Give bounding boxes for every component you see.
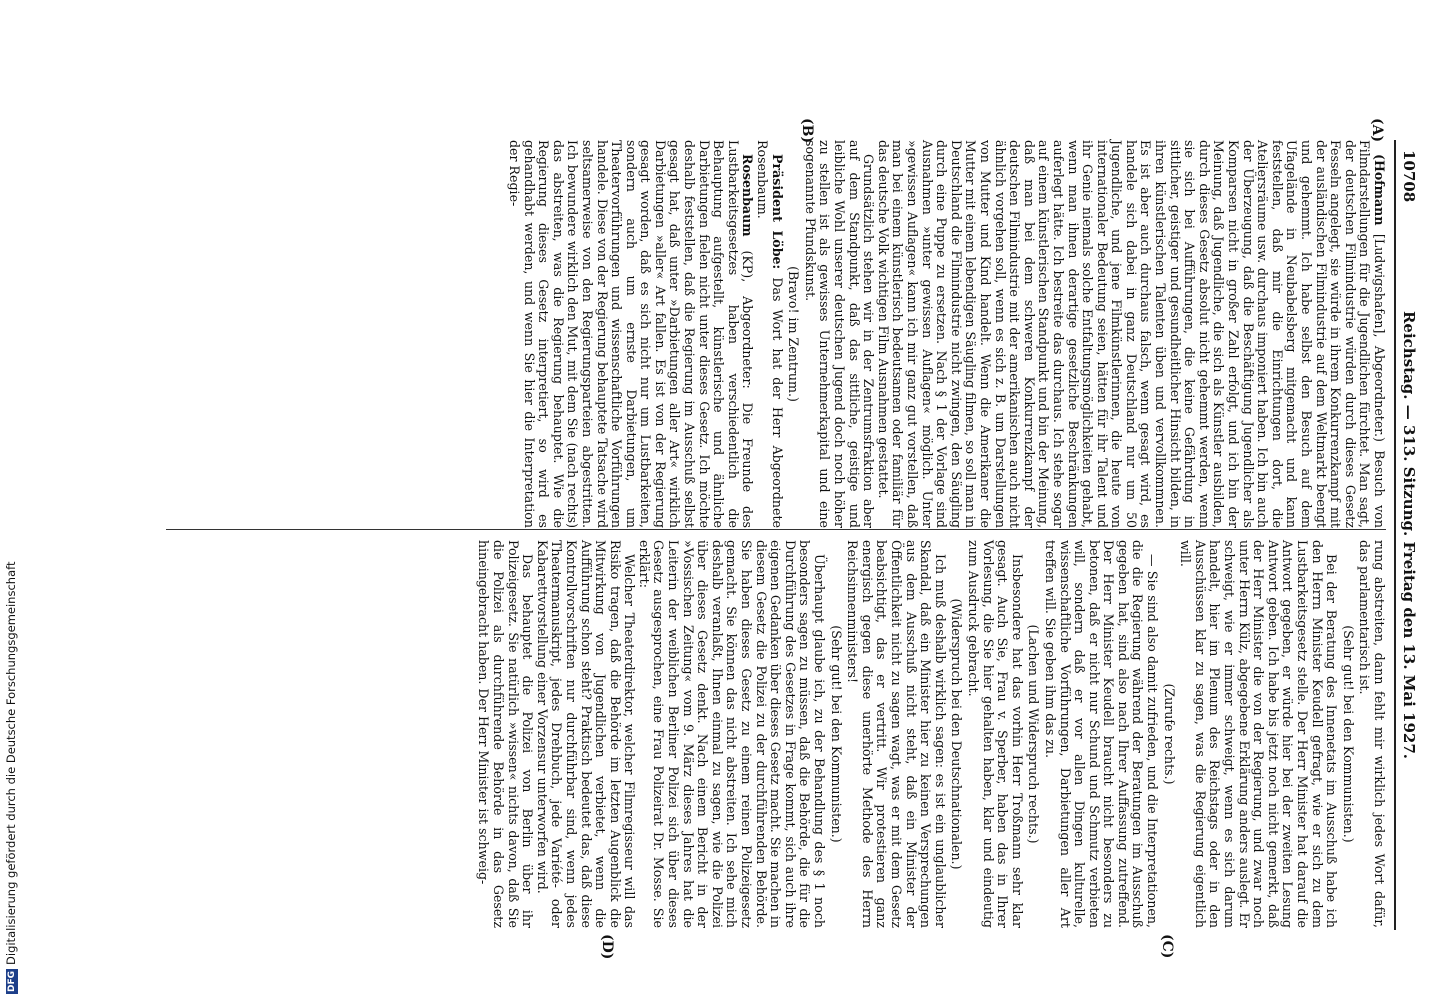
paragraph <box>1178 540 1339 928</box>
paragraph-text: Insbesondere hat das vorhin Herr Troßmann sehr klar gesagt. Auch Sie, Frau v. Sperber, haben das in Ihrer Vorlesung, die Sie hier gehalten haben, klar und eindeutig zum Ausdruck gebracht. <box>965 540 1025 928</box>
paragraph-text: Welcher Theaterdirektor, welcher Filmregisseur will das Risiko tragen, daß die Behörde im letzten Augenblick die Mitwirkung von Jugendlichen verbietet, wenn die Aufführung schon steht? Praktisch bedeutet das, daß diese Kontrollvorschriften nur durchführbar sind, wenn jedes Theatermanuskript, jedes Drehbuch, jede Variété- oder Kabarettvorstellung einer Vorzensur unterworfen wird. <box>534 540 638 928</box>
speaker-name: Rosenbaum <box>740 154 756 237</box>
margin-mark-c: (C) <box>1159 934 1175 959</box>
dfg-logo-badge: DFG <box>6 970 17 992</box>
page-header <box>1388 150 1416 920</box>
interjection: (Sehr gut! bei den Kommunisten.) <box>828 625 844 843</box>
interjection: (Zurufe rechts.) <box>1161 683 1177 785</box>
paragraph <box>1357 540 1386 928</box>
right-column <box>476 540 1386 928</box>
paragraph <box>534 540 636 928</box>
paragraph <box>1042 540 1159 928</box>
footer-text: Digitalisierung gefördert durch die Deutsche Forschungsgemeinschaft <box>4 561 18 965</box>
paragraph <box>965 540 1023 928</box>
paragraph <box>636 540 826 928</box>
left-column <box>506 140 1386 528</box>
margin-mark-b: (B) <box>799 118 815 144</box>
page-number: 10708 <box>1400 150 1418 203</box>
speaker-name: (Hofmann <box>1372 154 1387 226</box>
paragraph-text: Bei der Beratung des Innenetats im Ausschuß habe ich den Herrn Minister Keudell gefragt, wie er sich zu dem Lustbarkeitsgesetz stelle. Der Herr Minister hat darauf die Antwort gegeben, er würde hier bei der zweiten Lesung Antwort geben. Ich habe bis jetzt noch nicht gemerkt, daß der Herr Minister die von der Regierung, und zwar noch unter Herrn Külz, abgegebene Erklärung anders auslegt. Er schweigt, wie er immer schweigt, wenn es sich darum handelt, hier im Plenum des Reichstags oder in den Ausschüssen klar zu sagen, was die Regierung eigentlich will. <box>1178 540 1340 928</box>
margin-mark-d: (D) <box>599 934 615 960</box>
paragraph-text: [Ludwigshafen], Abgeordneter.) Besuch von Filmdarstellungen für die Jugendlichen fürchtet. Man sagt, der deutschen Filmindustrie würden durch dieses Gesetz Fesseln angelegt, sie würde in ihrem Konkurrenzkampf mit der ausländischen Filmindustrie auf dem Weltmarkt beengt und gehemmt. Ich habe selbst den Besuch auf dem Ufagelände in Neubabelsberg mitgemacht und kann feststellen, daß mir die Einrichtungen dort, die Ateliersräume usw. durchaus imponiert haben. Ich bin auch der Überzeugung, daß die Beschäftigung Jugendlicher als Komparsen nicht in großer Zahl erfolgt, und ich bin der Meinung, daß Jugendliche, die sich als Künstler ausbilden, durch dieses Gesetz absolut nicht gehemmt werden, wenn sie sich bei Aufführungen, die keine Gefährdung in sittlicher, geistiger und gesundheitlicher Hinsicht bilden, in ihren künstlerischen Talenten üben und vervollkommnen. Es ist aber auch durchaus falsch, wenn gesagt wird, es handele sich dabei in ganz Deutschland nur um 50 Jugendliche, und jene Filmkünstlerinnen, die heute von internationaler Bedeutung seien, hätten für ihr Talent und ihr Genie niemals solche Entfaltungsmöglichkeiten gehabt, wenn man ihnen derartige gesetzliche Beschränkungen auferlegt hätte. Ich bestreite das durchaus. Ich stehe sogar auf einem künstlerischen Standpunkt und bin der Meinung, daß man bei dem schweren Konkurrenzkampf der deutschen Filmindustrie mit der amerikanischen auch nicht ähnlich vorgehen soll, wenn es sich z. B. um Darstellungen von Mutter und Kind handelt. Wenn die Amerikaner die Mutter mit einem lebendigen Säugling filmen, so soll man in Deutschland die Filmindustrie nicht zwingen, den Säugling durch eine Puppe zu ersetzen. Nach § 1 der Vorlage sind Ausnahmen »unter gewissen Auflagen« möglich. Unter »gewissen Auflagen« kann ich mir ganz gut vorstellen, daß man bei einem künstlerisch bedeutsamen oder familiär für das deutsche Volk wichtigen Film Ausnahmen gestattet. <box>875 140 1387 528</box>
paragraph-text: Das behauptet die Polizei von Berlin über ihr Polizeigesetz. Sie natürlich »wissen« nichts davon, daß Sie die Polizei als durchführende Behörde in das Gesetz hineingebracht haben. Der Herr Minister ist schweig- <box>476 540 536 928</box>
interjection: (Bravo! im Zentrum.) <box>786 266 802 402</box>
paragraph-text: rung abstreiten, dann fehlt mir wirklich jedes Wort dafür, das parlamentarisch ist. <box>1357 540 1387 928</box>
paragraph <box>506 140 754 528</box>
paragraph-text: (KP), Abgeordneter: Die Freunde des Lustbarkeitsgesetzes haben verschiedentlich die Behauptung aufgestellt, künstlerische und ähnliche Darbietungen fielen nicht unter dieses Gesetz. Ich möchte deshalb feststellen, daß die Regierung im Ausschuß selbst gesagt hat, daß unter »Darbietungen aller Art« wirklich Darbietungen »aller« Art fallen. Es ist von der Regierung gesagt worden, daß es sich nicht nur um Lustbarkeiten, sondern auch um ernste Darbietungen, um Theatervorführungen und wissenschaftliche Vorführungen handele. Diese von der Regierung behauptete Tatsache wird seltsamerweise von den Regierungsparteien abgestritten. Ich bewundere wirklich den Mut, mit dem Sie (nach rechts) das abstreiten, was die Regierung behauptet. Wie die Regierung dieses Gesetz interpretiert, so wird es gehandhabt werden, und wenn Sie hier die Interpretation der Regie- <box>506 140 756 528</box>
paragraph <box>802 140 875 528</box>
paragraph-text: — Sie sind also damit zufrieden, und die Interpretationen, die die Regierung während der Beratungen im Ausschuß gegeben hat, sind also nach Ihrer Auffassung zutreffend. Der Herr Minister Keudell braucht nicht besonders zu betonen, daß er nicht nur Schund und Schmutz verbieten will, sondern daß er vor allen Dingen kulturelle, wissenschaftliche Vorführungen, Darbietungen aller Art treffen will. Sie geben ihm das zu. <box>1042 540 1161 928</box>
margin-mark-a: (A) <box>1369 118 1385 143</box>
paragraph-text: Grundsätzlich stehen wir in der Zentrumsfraktion aber auf dem Standpunkt, daß das sittliche, geistige und leibliche Wohl unserer deutschen Jugend doch noch höher zu stellen ist als gewisses Unternehmerkapital und eine sogenannte Pfundskunst. <box>802 140 877 528</box>
paragraph-text: Ich muß deshalb wirklich sagen: es ist ein unglaublicher Skandal, daß ein Minister hier zu keinen Versprechungen aus dem Ausschuß nicht steht, daß ein Minister der Öffentlichkeit nicht zu sagen wagt, was er mit dem Gesetz beabsichtigt, das er vertritt. Wir protestieren ganz energisch gegen diese unerhörte Methode des Herrn Reichsinnenministers! <box>845 540 948 928</box>
paragraph <box>476 540 534 928</box>
paragraph-text: Das Wort hat der Herr Abgeordnete Rosenbaum. <box>755 140 785 528</box>
paragraph <box>754 140 783 528</box>
paragraph <box>875 140 1386 528</box>
paragraph-text: Überhaupt glaube ich, zu der Behandlung des § 1 noch besonders sagen zu müssen, daß die Behörde, die für die Durchführung des Gesetzes in Frage kommt, sich auch ihre eigenen Gedanken über dieses Gesetz macht. Sie machen in diesem Gesetz die Polizei zu der durchführenden Behörde. Sie haben dieses Gesetz zu einem reinen Polizeigesetz gemacht. Sie können das nicht abstreiten. Ich sehe mich deshalb veranlaßt, Ihnen einmal zu sagen, wie die Polizei über dieses Gesetz denkt. Nach einem Bericht in der »Vossischen Zeitung« vom 9. März dieses Jahres hat die Leiterin der weiblichen Berliner Polizei sich über dieses Gesetz ausgesprochen, eine Frau Polizeirat Dr. Mosse. Sie erklärt: <box>636 540 828 928</box>
header-rule <box>1395 140 1397 930</box>
speaker-name: Präsident Löbe: <box>769 154 785 270</box>
paragraph <box>845 540 947 928</box>
interjection: (Lachen und Widerspruch rechts.) <box>1026 624 1042 844</box>
interjection: (Sehr gut! bei den Kommunisten.) <box>1340 625 1356 843</box>
column-divider <box>166 529 1386 530</box>
page-title: Reichstag. — 313. Sitzung. Freitag den 13. Mai 1927. <box>1400 310 1418 760</box>
footer-credit <box>2 561 20 994</box>
interjection: (Widerspruch bei den Deutschnationalen.) <box>949 598 965 870</box>
